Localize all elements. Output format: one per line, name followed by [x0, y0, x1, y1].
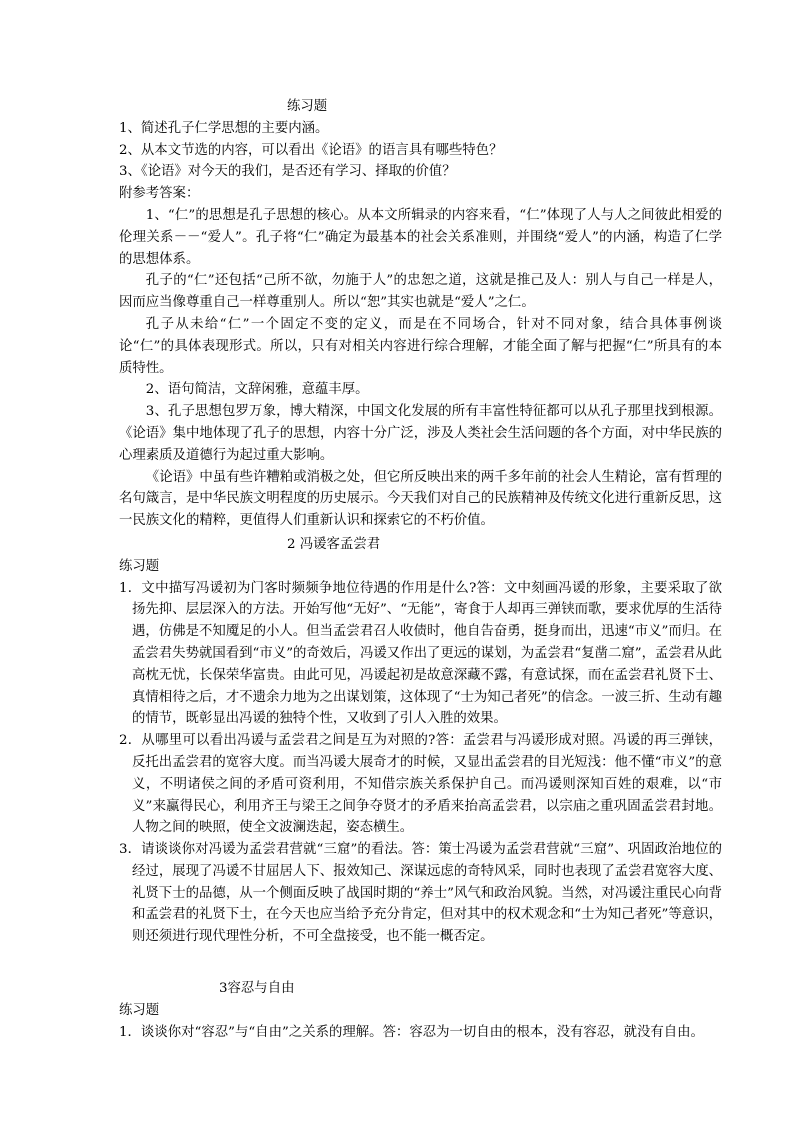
answer-paragraph: 3、孔子思想包罗万象，博大精深，中国文化发展的所有丰富性特征都可以从孔子那里找到根源。《论语》集中地体现了孔子的思想，内容十分广泛，涉及人类社会生活问题的各个方面，对中华民族的心理素质及道德行为起过重大影响。 — [119, 404, 722, 463]
question-2: 2、从本文节选的内容，可以看出《论语》的语言具有哪些特色？ — [119, 142, 503, 158]
exercise-item: 2．从哪里可以看出冯谖与孟尝君之间是互为对照的?答：孟尝君与冯谖形成对照。冯谖的再三弹铗，反托出孟尝君的宽容大度。而当冯谖大展奇才的时候，又显出孟尝君的目光短浅：他不懂“市义”的意义，不明诸侯之间的矛盾可资利用，不知借宗族关系保护自己。而冯谖则深知百姓的艰难，以“市义”来赢得民心，利用齐王与梁王之间争夺贤才的矛盾来抬高孟尝君，以宗庙之重巩固孟尝君封地。人物之间的映照，使全文波澜迭起，姿态横生。 — [119, 733, 722, 836]
exercise-item: 1．文中描写冯谖初为门客时频频争地位待遇的作用是什么?答：文中刻画冯谖的形象，主要采取了欲扬先抑、层层深入的方法。开始写他“无好”、“无能”，寄食于人却再三弹铗而歌，要求优厚的生活待遇，仿佛是不知魇足的小人。但当孟尝君召人收债时，他自告奋勇，挺身而出，迅速“市义”而归。在孟尝君失势就国看到“市义”的奇效后，冯谖又作出了更远的谋划，为孟尝君“复凿二窟”，孟尝君从此高枕无忧，长保荣华富贵。由此可见，冯谖起初是故意深藏不露，有意试探，而在孟尝君礼贤下士、真情相待之后，才不遗余力地为之出谋划策，这体现了“士为知己者死”的信念。一波三折、生动有趣的情节，既彰显出冯谖的独特个性，又收到了引人入胜的效果。 — [119, 580, 722, 727]
question-3: 3、《论语》对今天的我们，是否还有学习、择取的价值？ — [119, 164, 456, 180]
answers-label: 附参考答案： — [119, 186, 200, 202]
answer-paragraph: 2、语句简洁，文辞闲雅，意蕴丰厚。 — [145, 382, 369, 398]
section3-label: 练习题 — [119, 1002, 160, 1018]
answer-paragraph: 1、“仁”的思想是孔子思想的核心。从本文所辑录的内容来看，“仁”体现了人与人之间彼此相爱的伦理关系－－“爱人”。孔子将“仁”确定为最基本的社会关系准则，并围绕“爱人”的内涵，构造了仁学的思想体系。 — [119, 207, 722, 267]
document-page — [119, 96, 722, 1043]
section2-title: 2 冯谖客孟尝君 — [287, 536, 381, 552]
answer-paragraph: 孔子的“仁”还包括“己所不欲，勿施于人”的忠恕之道，这就是推己及人：别人与自己一样是人，因而应当像尊重自己一样尊重别人。所以“恕”其实也就是“爱人”之仁。 — [119, 273, 722, 311]
question-1: 1、简述孔子仁学思想的主要内涵。 — [119, 120, 329, 136]
answer-paragraph: 孔子从未给“仁”一个固定不变的定义，而是在不同场合，针对不同对象，结合具体事例谈论“仁”的具体表现形式。所以，只有对相关内容进行综合理解，才能全面了解与把握“仁”所具有的本质特性。 — [119, 316, 722, 376]
section1-title: 练习题 — [287, 99, 328, 114]
section3-title: 3容忍与自由 — [219, 981, 295, 997]
exercise-item: 1．谈谈你对“容忍”与“自由”之关系的理解。答：容忍为一切自由的根本，没有容忍，就没有自由。 — [119, 1024, 704, 1040]
section2-label: 练习题 — [119, 558, 160, 574]
answer-paragraph: 《论语》中虽有些许糟粕或消极之处，但它所反映出来的两千多年前的社会人生精论，富有哲理的名句箴言，是中华民族文明程度的历史展示。今天我们对自己的民族精神及传统文化进行重新反思，这一民族文化的精粹，更值得人们重新认识和探索它的不朽价值。 — [119, 469, 722, 529]
exercise-item: 3．请谈谈你对冯谖为孟尝君营就“三窟”的看法。答：策士冯谖为孟尝君营就“三窟”、巩固政治地位的经过，展现了冯谖不甘屈居人下、报效知己、深谋远虑的奇特风采，同时也表现了孟尝君宽容大度、礼贤下士的品德，从一个侧面反映了战国时期的“养士”风气和政治风貌。当然，对冯谖注重民心向背和孟尝君的礼贤下士，在今天也应当给予充分肯定，但对其中的权术观念和“士为知己者死”等意识，则还须进行现代理性分析，不可全盘接受，也不能一概否定。 — [119, 842, 722, 945]
